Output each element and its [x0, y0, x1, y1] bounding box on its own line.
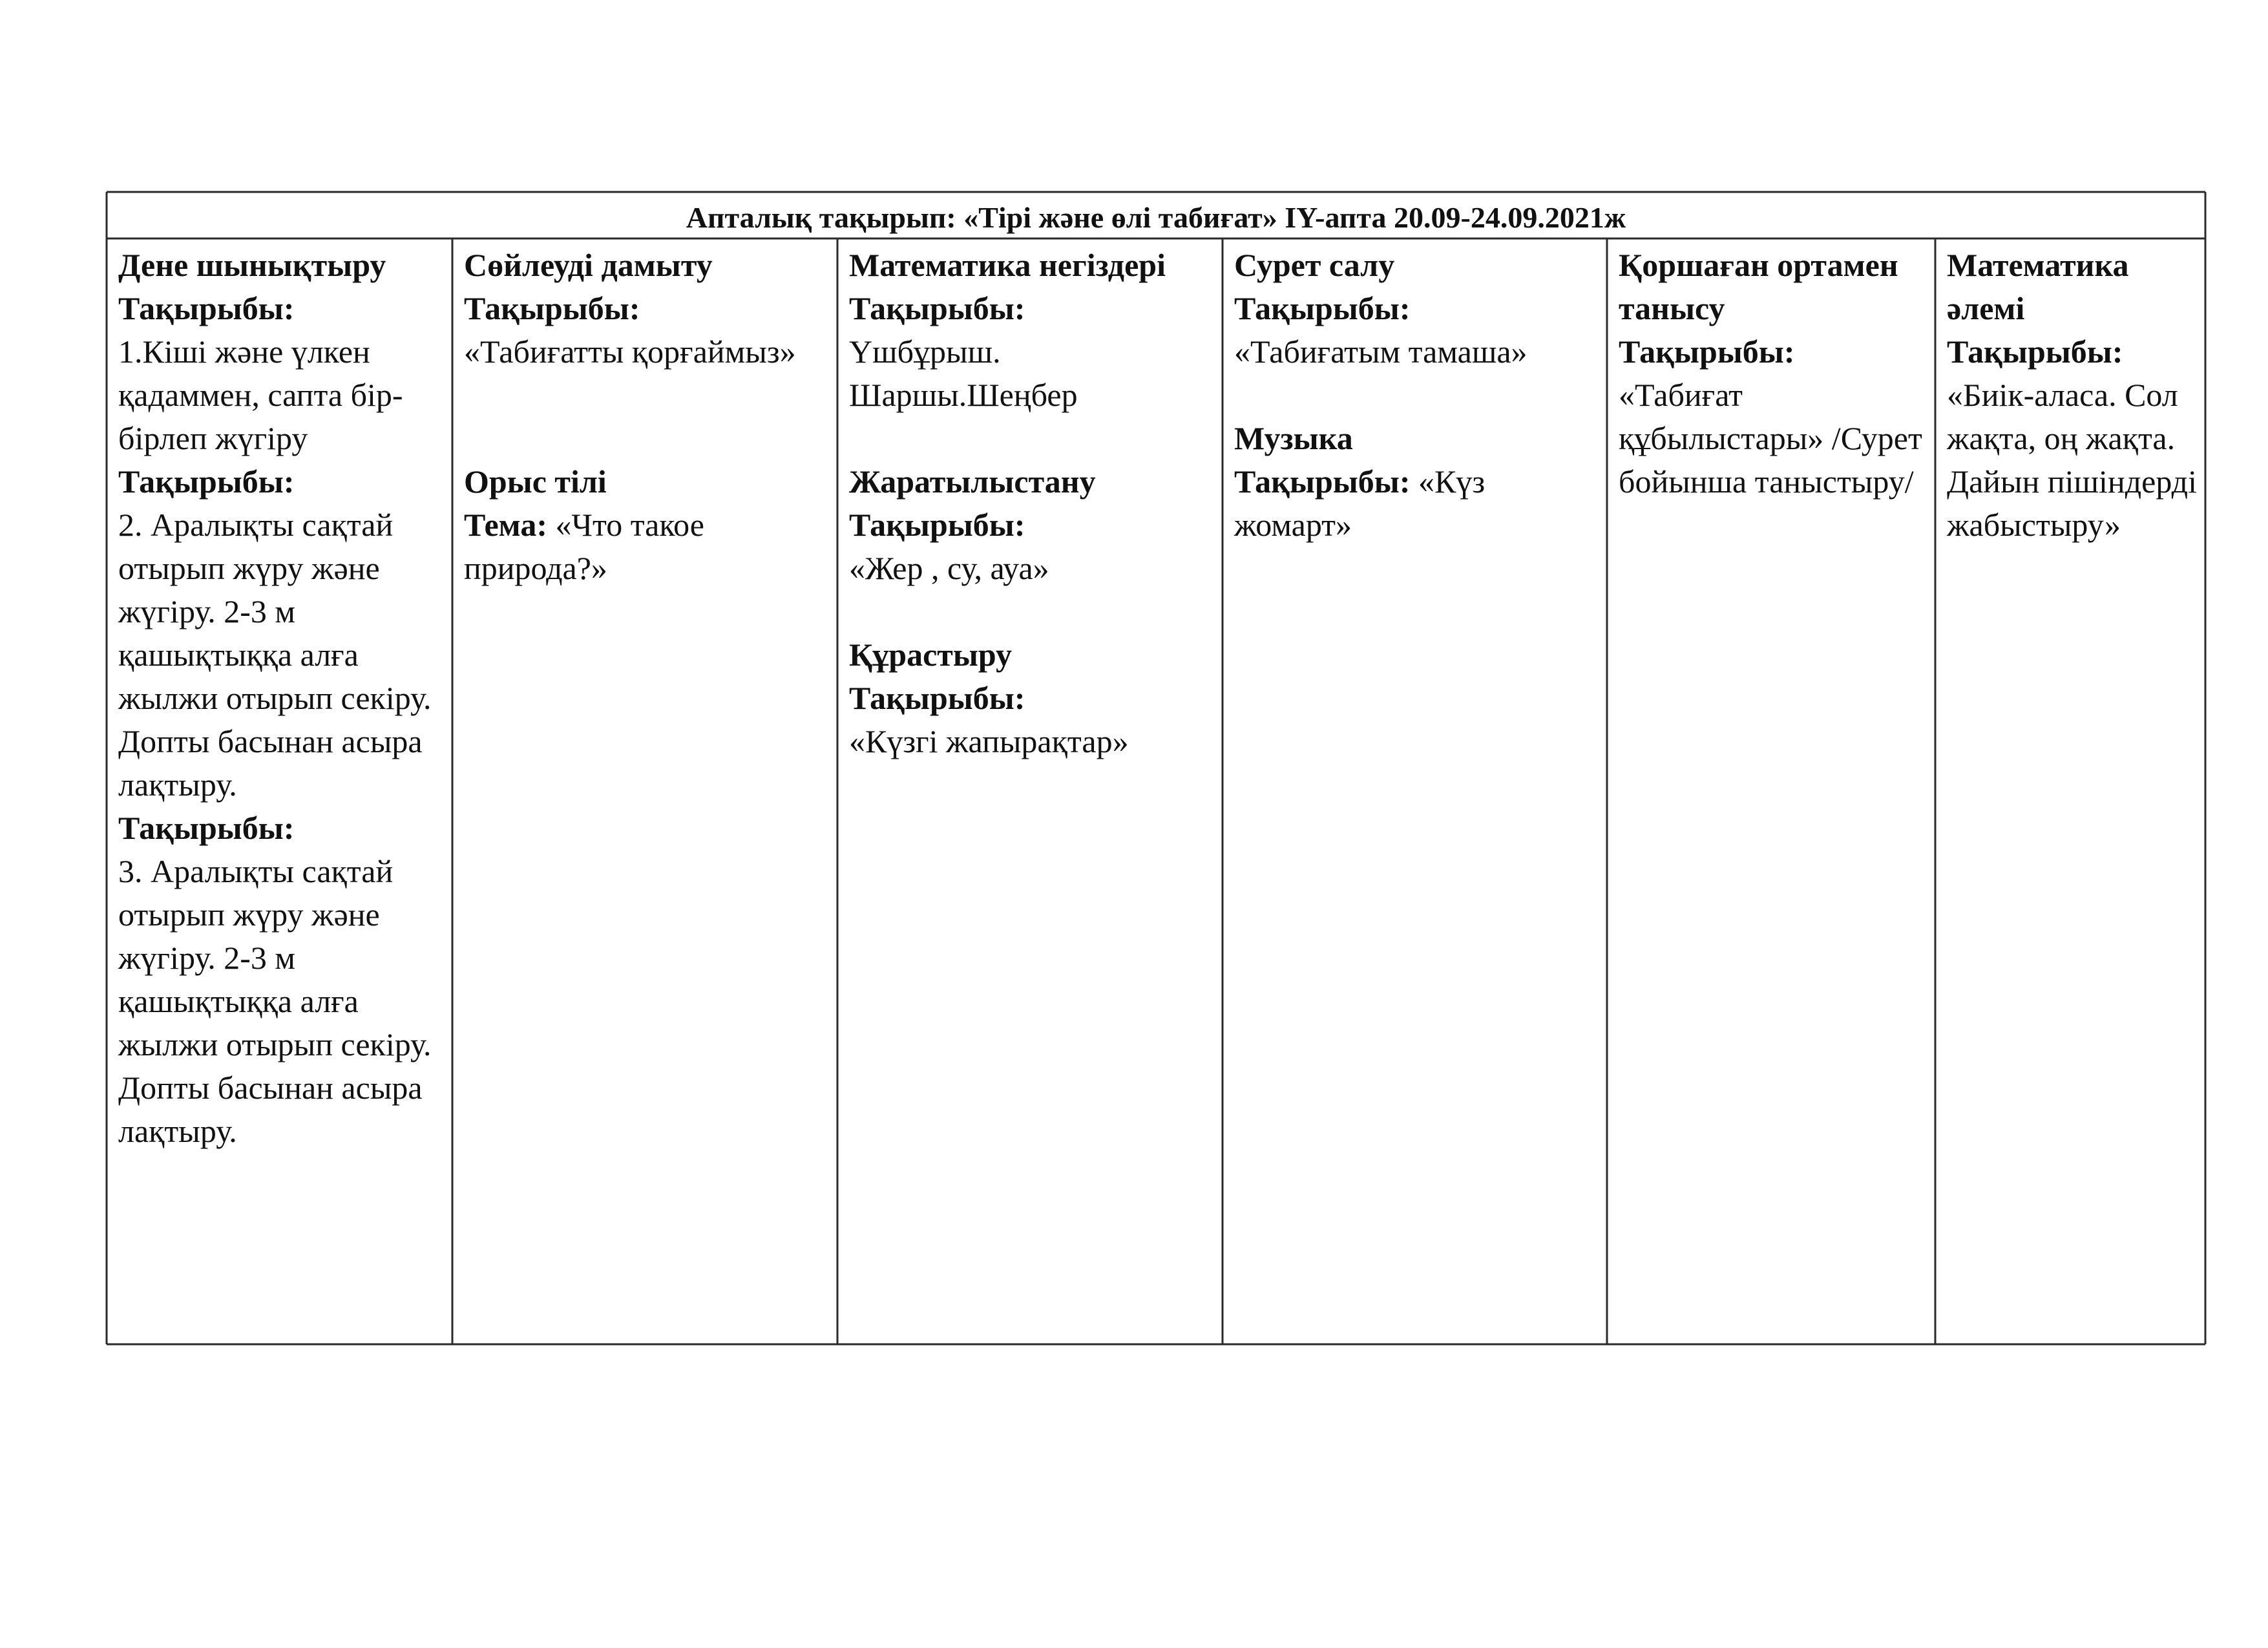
topic-text: «Табиғатты қорғаймыз»: [464, 333, 796, 370]
spacer: [464, 417, 830, 460]
topic-label: Тақырыбы:: [1234, 463, 1411, 500]
spacer: [849, 417, 1215, 460]
topic-text: Үшбұрыш. Шаршы.Шеңбер: [849, 333, 1078, 413]
topic-label: Тақырыбы:: [849, 680, 1025, 716]
subject-heading: Жаратылыстану: [849, 463, 1096, 500]
subject-heading: Математика әлемі: [1947, 247, 2129, 326]
subject-heading: Сурет салу: [1234, 247, 1395, 283]
topic-label: Тақырыбы:: [464, 290, 640, 326]
subject-heading: Сөйлеуді дамыту: [464, 247, 713, 283]
spacer: [1234, 374, 1599, 417]
subject-heading: Музыка: [1234, 420, 1353, 456]
column-physical-education: [107, 244, 452, 1153]
topic-text: «Что такое природа?»: [464, 507, 704, 586]
spacer: [464, 374, 830, 417]
topic-label: Тақырыбы:: [849, 507, 1025, 543]
column-math-basics: [837, 244, 1223, 763]
topic-label: Тақырыбы:: [849, 290, 1025, 326]
topic-text: 2. Аралықты сақтай отырып жүру және жүгіру. 2-3 м қашықтыққа алға жылжи отырып секіру. Допты басынан асыра лақтыру.: [118, 507, 432, 803]
subject-heading: Құрастыру: [849, 637, 1013, 673]
topic-text: «Күз жомарт»: [1234, 463, 1486, 543]
topic-label: Тақырыбы:: [118, 463, 295, 500]
topic-text: 1.Кіші және үлкен қадаммен, сапта бір-бірлеп жүгіру: [118, 333, 403, 456]
column-math-world: [1935, 244, 2205, 547]
column-speech-development: [452, 244, 837, 590]
subject-heading: Математика негіздері: [849, 247, 1166, 283]
subject-heading: Орыс тілі: [464, 463, 607, 500]
topic-text: 3. Аралықты сақтай отырып жүру және жүгіру. 2-3 м қашықтыққа алға жылжи отырып секіру. Допты басынан асыра лақтыру.: [118, 853, 432, 1149]
topic-label: Тақырыбы:: [1234, 290, 1411, 326]
subject-heading: Қоршаған ортамен танысу: [1619, 247, 1898, 326]
topic-label: Тақырыбы:: [1947, 333, 2123, 370]
weekly-plan-table: [107, 192, 2205, 1344]
topic-text: «Күзгі жапырақтар»: [849, 723, 1129, 759]
column-drawing: [1223, 244, 1607, 547]
topic-label: Тақырыбы:: [118, 810, 295, 846]
topic-label: Тақырыбы:: [1619, 333, 1795, 370]
topic-text: «Жер , су, ауа»: [849, 550, 1049, 586]
topic-text: «Табиғатым тамаша»: [1234, 333, 1528, 370]
topic-label: Тақырыбы:: [118, 290, 295, 326]
week-title: Апталық тақырып: «Тірі және өлі табиғат» IY-апта 20.09-24.09.2021ж: [686, 201, 1626, 234]
topic-text: «Табиғат құбылыстары» /Сурет бойынша таныстыру/: [1619, 377, 1922, 500]
subject-heading: Дене шынықтыру: [118, 247, 386, 283]
column-environment: [1607, 244, 1935, 503]
topic-text: «Биік-аласа. Сол жақта, оң жақта. Дайын пішіндерді жабыстыру»: [1947, 377, 2198, 543]
spacer: [849, 590, 1215, 633]
topic-label: Тема:: [464, 507, 548, 543]
